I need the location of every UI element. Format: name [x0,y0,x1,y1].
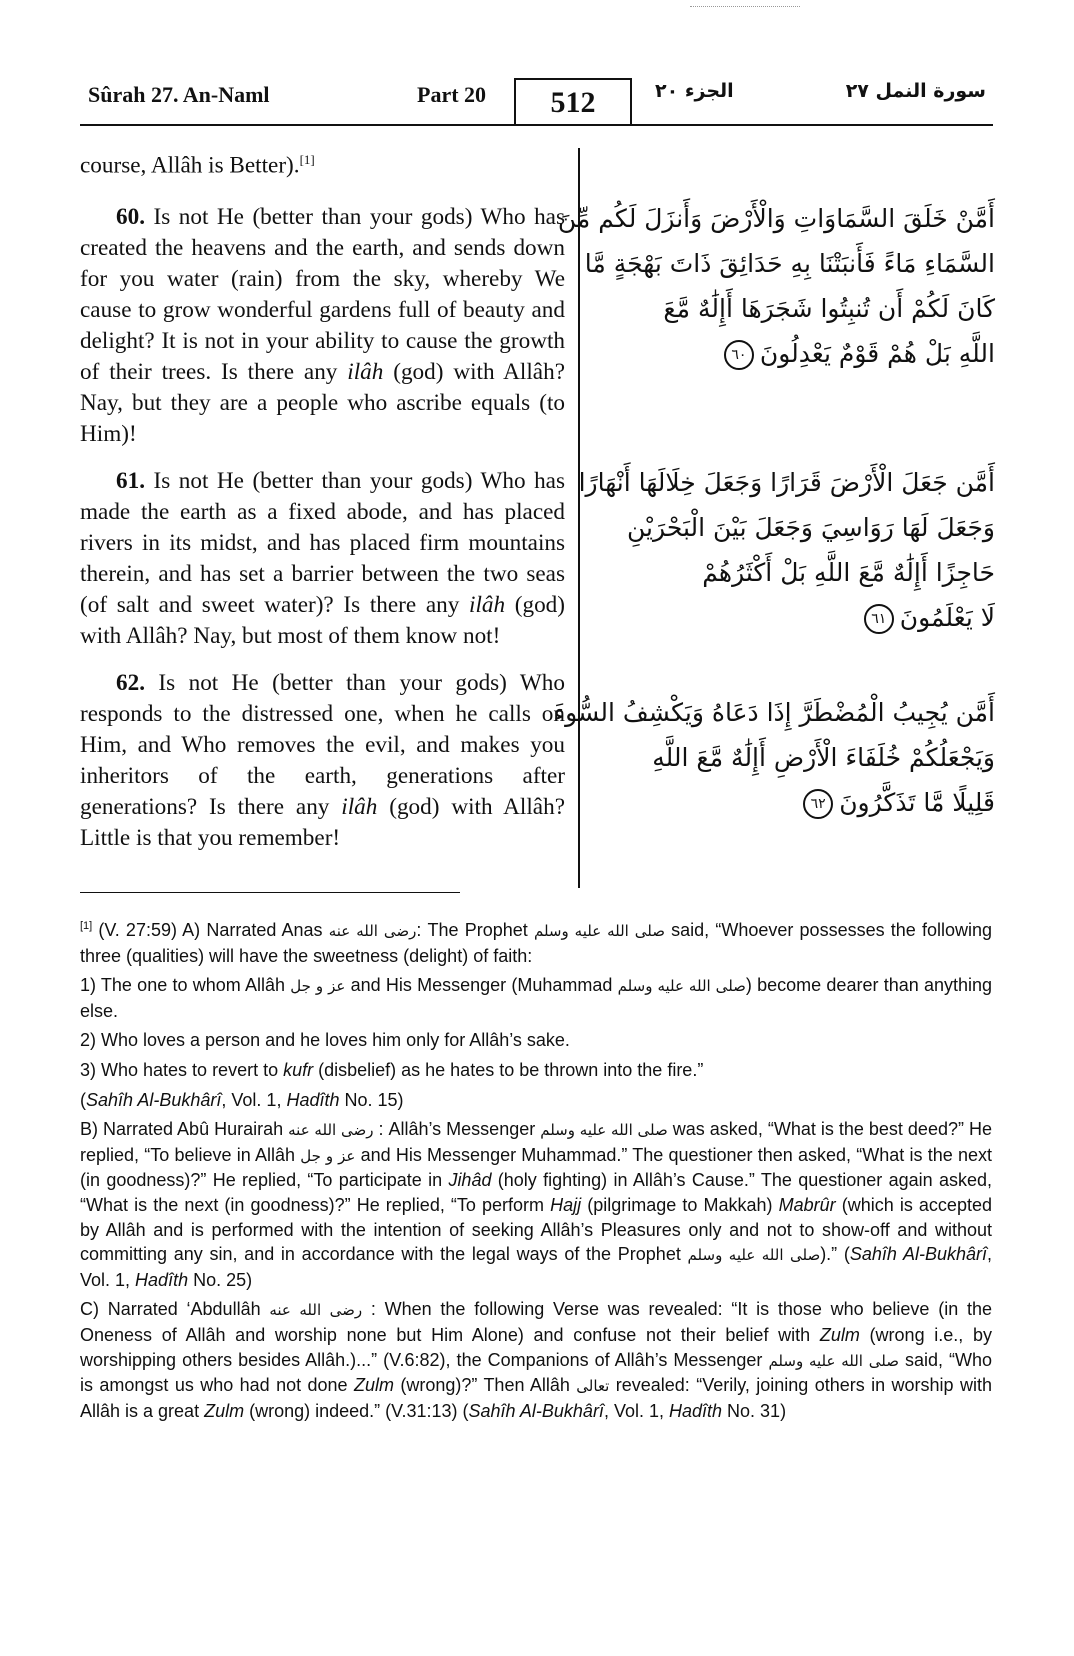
honorific: صلى الله عليه وسلم [533,922,665,940]
footnote-item: 3) Who hates to revert to kufr (disbelief) as he hates to be thrown into the fire.” [80,1059,704,1080]
arabic-line: السَّمَاءِ مَاءً فَأَنبَتْنَا بِهِ حَدَائِقَ ذَاتَ بَهْجَةٍ مَّا [584,249,995,278]
footnote-ref: [1] [299,152,315,167]
footnote-source: (Sahîh Al-Bukhârî, Vol. 1, Hadîth No. 15) [80,1089,404,1110]
arabic-line: لَا يَعْلَمُونَ٦١ [600,595,995,640]
arabic-part-label: الجزء ٢٠ [655,80,734,102]
header-rule [80,124,993,126]
arabic-line: وَيَجْعَلُكُمْ خُلَفَاءَ الْأَرْضِ أَإِلَٰهٌ مَّعَ اللَّهِ [652,743,995,772]
arabic-surah-title: سورة النمل ٢٧ [845,80,986,102]
verse-62: 62. Is not He (better than your gods) Who responds to the distressed one, when he calls on Him, and Who removes the evil, and makes you inheritors of the earth, generations after generations? Is there any ilâh (god) with Allâh? Little is that you remember! [80,669,565,851]
honorific: صلى الله عليه وسلم [617,977,746,996]
footnote-rule [80,892,460,893]
arabic-line: اللَّهِ بَلْ هُمْ قَوْمٌ يَعْدِلُونَ٦٠ [600,331,995,376]
footnote-item: B) Narrated Abû Hurairah رضى الله عنه : Allâh’s Messenger صلى الله عليه وسلم was asked, “What is the best deed?” He replied, “To believe in Allâh عز و جل and His Messenger Muhammad.” The questioner then asked, “What is the next (in goodness)?” He replied, “To participate in Jihâd (holy fighting) in Allâh’s Cause.” The questioner again asked, “What is the next (in goodness)?” He replied, “To perform Hajj (pilgrimage to Makkah) Mabrûr (which is accepted by Allâh and is performed with the intention of seeking Allâh’s Pleasures only and not to show-off and without committing any sin, and in accordance with the legal ways of the Prophet صلى الله عليه وسلم).” (Sahîh Al-Bukhârî, Vol. 1, Hadîth No. 25) [80,1119,993,1290]
footnotes [80,914,992,1428]
continued-text: course, Allâh is Better).[1] [80,152,315,179]
arabic-line: وَجَعَلَ لَهَا رَوَاسِيَ وَجَعَلَ بَيْنَ الْبَحْرَيْنِ [627,513,995,542]
verse-number: 62. [116,669,145,696]
honorific: تعالى [576,1377,610,1396]
arabic-line: كَانَ لَكُمْ أَن تُنبِتُوا شَجَرَهَا أَإِلَٰهٌ مَّعَ [663,294,995,323]
column-divider [578,148,580,888]
arabic-verse-60 [557,196,995,376]
honorific: صلى الله عليه وسلم [687,1246,821,1265]
part-label: Part 20 [417,82,487,107]
arabic-line: قَلِيلًا مَّا تَذَكَّرُونَ٦٢ [600,780,995,825]
honorific: صلى الله عليه وسلم [768,1351,899,1370]
verse-60: 60. Is not He (better than your gods) Who has created the heavens and the earth, and sends down for you water (rain) from the sky, whereby We cause to grow wonderful gardens full of beauty and delight? It is not in your ability to cause the growth of their trees. Is there any ilâh (god) with Allâh? Nay, but they are a people who ascribe equals (to Him)! [80,203,566,447]
arabic-line: أَمَّن يُجِيبُ الْمُضْطَرَّ إِذَا دَعَاهُ وَيَكْشِفُ السُّوءَ [553,698,995,727]
verse-61: 61. Is not He (better than your gods) Who has made the earth as a fixed abode, and has placed rivers in its midst, and has placed firm mountains therein, and has set a barrier between the two seas (of salt and sweet water)? Is there any ilâh (god) with Allâh? Nay, but most of them know not! [80,467,566,649]
verse-number: 61. [116,467,145,494]
arabic-line: أَمَّنْ خَلَقَ السَّمَاوَاتِ وَالْأَرْضَ وَأَنزَلَ لَكُم مِّنَ [557,204,995,233]
arabic-line: أَمَّن جَعَلَ الْأَرْضَ قَرَارًا وَجَعَلَ خِلَالَهَا أَنْهَارًا [578,468,995,497]
footnote-item: 2) Who loves a person and he loves him only for Allâh’s sake. [80,1030,570,1051]
honorific: عز و جل [300,1146,356,1165]
ayah-number-marker: ٦٢ [803,789,833,819]
page-number-box [514,78,632,126]
top-scan-mark [690,6,800,9]
footnote-item: 1) The one to whom Allâh عز و جل and His Messenger (Muhammad صلى الله عليه وسلم) become dearer than anything else. [80,975,993,1021]
arabic-verse-61 [578,460,995,640]
ayah-number-marker: ٦١ [864,604,894,634]
honorific: عز و جل [290,977,346,996]
honorific: رضى الله عنه [288,1121,374,1140]
footnote-item: C) Narrated ‘Abdullâh رضى الله عنه : When the following Verse was revealed: “It is those who believe (in the Oneness of Allâh and worship none but Him Alone) and confuse not their belief with Zulm (wrong i.e., by worshipping others besides Allâh.)...” (V.6:82), the Companions of Allâh’s Messenger صلى الله عليه وسلم said, “Who is amongst us who had not done Zulm (wrong)?” Then Allâh تعالى revealed: “Verily, joining others in worship with Allâh is a great Zulm (wrong) indeed.” (V.31:13) (Sahîh Al-Bukhârî, Vol. 1, Hadîth No. 31) [80,1299,993,1421]
ayah-number-marker: ٦٠ [724,340,754,370]
page-header [80,78,990,124]
honorific: رضى الله عنه [328,922,417,940]
honorific: صلى الله عليه وسلم [540,1121,668,1140]
page-number: 512 [550,86,596,119]
honorific: رضى الله عنه [269,1301,363,1320]
english-translation [80,144,565,854]
footnote-marker: [1] [80,920,93,932]
verse-number: 60. [116,203,145,230]
footnote-intro: [1] (V. 27:59) A) Narrated Anas رضى الله عنه: The Prophet صلى الله عليه وسلم said, “Whoever possesses the following three (qualities) will have the sweetness (delight) of faith: [80,920,992,966]
arabic-verse-62 [553,690,995,825]
arabic-line: حَاجِزًا أَإِلَٰهٌ مَّعَ اللَّهِ بَلْ أَكْثَرُهُمْ [702,558,995,587]
surah-title: Sûrah 27. An-Naml [88,82,270,107]
